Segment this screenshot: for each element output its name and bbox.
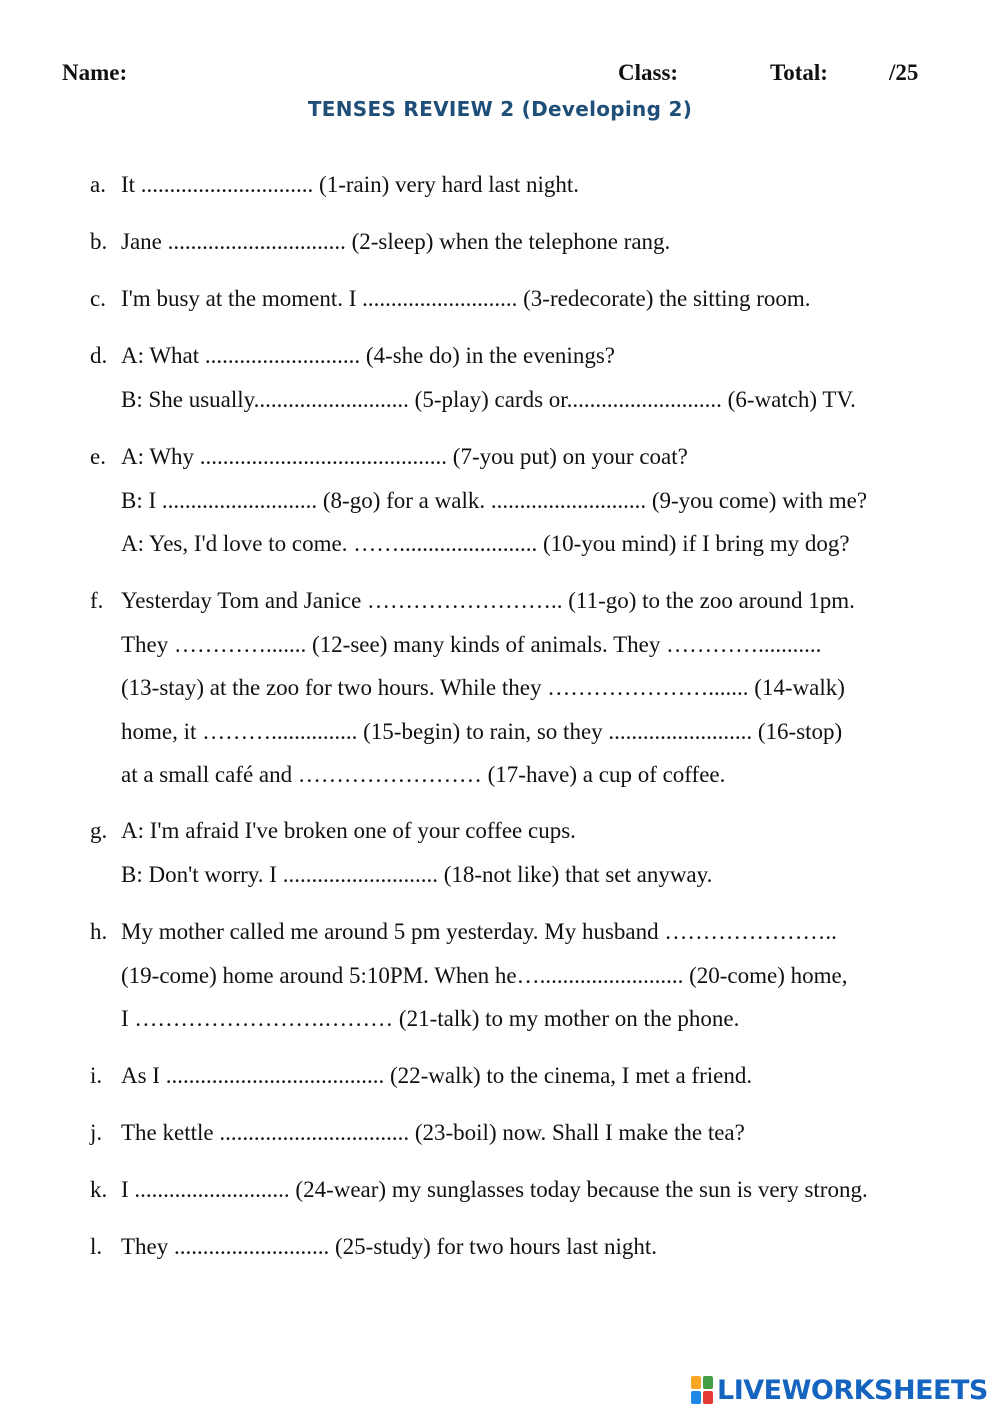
item-line: (19-come) home around 5:10PM. When he…......................... (20-come) home, — [121, 963, 848, 988]
logo-square — [691, 1391, 701, 1404]
logo-text: LIVEWORKSHEETS — [717, 1374, 988, 1406]
item-letter: c. — [90, 286, 106, 311]
item-line: They ........................... (25-study) for two hours last night. — [121, 1234, 657, 1259]
class-label: Class: — [618, 60, 679, 85]
item-line: A: Why ........................................... (7-you put) on your coat? — [121, 444, 688, 469]
item-letter: a. — [90, 172, 106, 197]
item-line: Jane ............................... (2-sleep) when the telephone rang. — [121, 229, 671, 254]
logo-square — [703, 1376, 713, 1389]
item-letter: b. — [90, 229, 108, 254]
item-letter: g. — [90, 818, 108, 843]
item-line: As I ...................................... (22-walk) to the cinema, I met a friend. — [121, 1063, 753, 1088]
item-line: I'm busy at the moment. I ........................... (3-redecorate) the sitting room. — [121, 286, 811, 311]
item-letter: j. — [90, 1120, 103, 1145]
item-line: A: What ........................... (4-she do) in the evenings? — [121, 343, 615, 368]
item-line: A: I'm afraid I've broken one of your coffee cups. — [121, 818, 576, 843]
worksheet-header — [0, 60, 1000, 94]
item-letter: e. — [90, 444, 106, 469]
item-line: Yesterday Tom and Janice …………………….. (11-go) to the zoo around 1pm. — [121, 588, 855, 613]
liveworksheets-logo — [691, 1375, 988, 1405]
logo-square — [691, 1376, 701, 1389]
item-letter: k. — [90, 1177, 108, 1202]
name-label: Name: — [62, 60, 128, 85]
total-score: /25 — [889, 60, 919, 85]
item-line: at a small café and …………………… (17-have) a cup of coffee. — [121, 762, 726, 787]
item-letter: l. — [90, 1234, 103, 1259]
item-letter: i. — [90, 1063, 103, 1088]
item-line: B: I ........................... (8-go) for a walk. ........................... (9-you come) with me? — [121, 488, 868, 513]
item-line: They …………....... (12-see) many kinds of animals. They …………........... — [121, 632, 822, 657]
item-letter: h. — [90, 919, 108, 944]
item-letter: f. — [90, 588, 104, 613]
worksheet-title: TENSES REVIEW 2 (Developing 2) — [307, 97, 693, 121]
item-line: A: Yes, I'd love to come. ……........................ (10-you mind) if I bring my dog? — [121, 531, 850, 556]
item-line: I …………………….……… (21-talk) to my mother on the phone. — [121, 1006, 740, 1031]
item-line: B: Don't worry. I ........................... (18-not like) that set anyway. — [121, 862, 713, 887]
total-label: Total: — [770, 60, 828, 85]
item-letter: d. — [90, 343, 108, 368]
item-line: It .............................. (1-rain) very hard last night. — [121, 172, 579, 197]
liveworksheets-logo-icon — [691, 1376, 713, 1404]
item-line: I ........................... (24-wear) my sunglasses today because the sun is very strong. — [121, 1177, 868, 1202]
item-line: The kettle ................................. (23-boil) now. Shall I make the tea? — [121, 1120, 745, 1145]
item-line: My mother called me around 5 pm yesterday. My husband ………………….. — [121, 919, 837, 944]
logo-square — [703, 1391, 713, 1404]
item-line: (13-stay) at the zoo for two hours. While they …………………....... (14-walk) — [121, 675, 845, 700]
item-line: B: She usually........................... (5-play) cards or........................... (6-watch) TV. — [121, 387, 856, 412]
item-line: home, it ………............... (15-begin) to rain, so they ......................... (16-stop) — [121, 719, 843, 744]
